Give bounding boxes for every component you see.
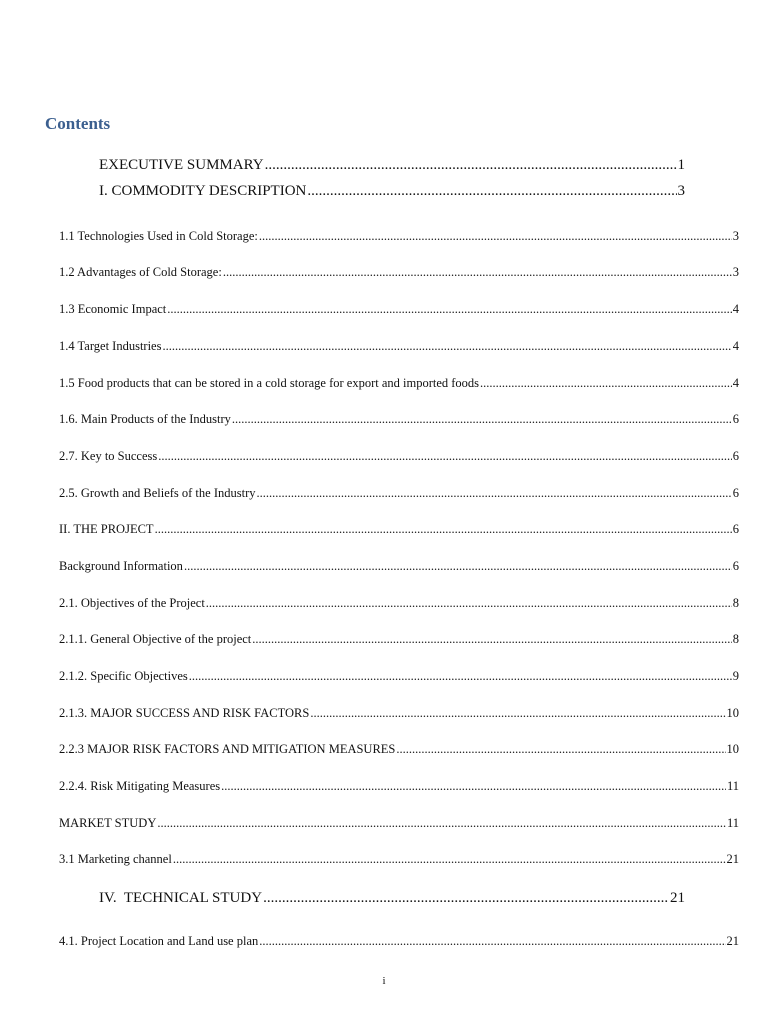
toc-leader [232,412,732,427]
toc-leader [252,632,731,647]
toc-entry[interactable] [99,183,685,200]
toc-entry[interactable] [59,596,739,611]
toc-leader [257,486,732,501]
toc-leader [480,376,732,391]
toc-entry-page: 6 [732,486,739,500]
toc-entry-title: EXECUTIVE SUMMARY [99,157,264,173]
toc-entry[interactable] [59,302,739,317]
toc-entry-page: 9 [732,669,739,683]
toc-heading: Contents [45,114,111,133]
toc-entry-page: 11 [726,779,739,793]
toc-leader [184,559,732,574]
toc-leader [259,229,732,244]
toc-entry-page: 6 [732,449,739,463]
toc-entry-title: IV. TECHNICAL STUDY [99,890,263,906]
toc-leader [263,890,669,907]
toc-entry[interactable] [59,852,739,867]
toc-leader [155,522,732,537]
toc-entry-page: 3 [677,183,685,199]
toc-entry-page: 11 [726,816,739,830]
toc-leader [223,265,732,280]
toc-entry-title: 2.7. Key to Success [59,449,158,463]
toc-entry[interactable] [59,376,739,391]
toc-entry-title: 2.2.3 MAJOR RISK FACTORS AND MITIGATION MEASURES [59,742,396,756]
toc-entry[interactable] [59,522,739,537]
toc-leader [173,852,726,867]
toc-entry-page: 4 [732,376,739,390]
toc-entry-title: 2.1.1. General Objective of the project [59,632,252,646]
toc-leader [157,816,726,831]
toc-entry[interactable] [59,229,739,244]
toc-entry[interactable] [99,157,685,174]
toc-entry[interactable] [59,934,739,949]
toc-entry-page: 21 [726,852,739,866]
toc-entry-title: 2.5. Growth and Beliefs of the Industry [59,486,256,500]
toc-leader [310,706,725,721]
toc-entry[interactable] [99,890,685,907]
toc-leader [221,779,726,794]
toc-entry-title: 1.2 Advantages of Cold Storage: [59,265,222,279]
toc-entry-title: 3.1 Marketing channel [59,852,172,866]
toc-entry-title: 2.1.2. Specific Objectives [59,669,188,683]
toc-entry-title: Background Information [59,559,183,573]
toc-leader [396,742,725,757]
toc-entry-title: 4.1. Project Location and Land use plan [59,934,259,948]
toc-entry-page: 1 [677,157,685,173]
page-number: i [382,975,386,987]
toc-entry-page: 8 [732,632,739,646]
toc-entry-title: 2.1.3. MAJOR SUCCESS AND RISK FACTORS [59,706,310,720]
toc-entry-page: 21 [670,890,685,906]
toc-leader [167,302,731,317]
toc-entry-title: 1.6. Main Products of the Industry [59,412,231,426]
toc-entry-page: 10 [726,706,739,720]
toc-entry-page: 8 [732,596,739,610]
toc-entry-page: 4 [732,339,739,353]
toc-entry[interactable] [59,265,739,280]
toc-entry[interactable] [59,412,739,427]
toc-leader [307,183,676,200]
toc-entry[interactable] [59,632,739,647]
toc-entry-title: 2.2.4. Risk Mitigating Measures [59,779,221,793]
toc-entry-title: II. THE PROJECT [59,522,154,536]
toc-leader [158,449,732,464]
toc-entry-page: 6 [732,559,739,573]
toc-entry[interactable] [59,706,739,721]
toc-entry[interactable] [59,339,739,354]
toc-leader [259,934,725,949]
toc-entry-page: 4 [732,302,739,316]
toc-entry-page: 3 [732,265,739,279]
toc-leader [206,596,732,611]
toc-entry[interactable] [59,816,739,831]
toc-entry[interactable] [59,559,739,574]
toc-entry-page: 6 [732,412,739,426]
toc-entry-page: 3 [732,229,739,243]
toc-entry[interactable] [59,449,739,464]
toc-entry-title: 1.3 Economic Impact [59,302,167,316]
toc-entry-title: 1.1 Technologies Used in Cold Storage: [59,229,258,243]
toc-entry[interactable] [59,669,739,684]
toc-entry-title: MARKET STUDY [59,816,157,830]
toc-entry-page: 21 [726,934,739,948]
toc-entry[interactable] [59,742,739,757]
toc-entry[interactable] [59,779,739,794]
toc-entry-title: I. COMMODITY DESCRIPTION [99,183,307,199]
toc-entry-title: 2.1. Objectives of the Project [59,596,205,610]
toc-leader [265,157,677,174]
toc-leader [162,339,731,354]
toc-entry-title: 1.5 Food products that can be stored in a cold storage for export and imported foods [59,376,480,390]
toc-entry[interactable] [59,486,739,501]
toc-leader [189,669,732,684]
toc-entry-title: 1.4 Target Industries [59,339,162,353]
toc-entry-page: 10 [726,742,739,756]
toc-entry-page: 6 [732,522,739,536]
